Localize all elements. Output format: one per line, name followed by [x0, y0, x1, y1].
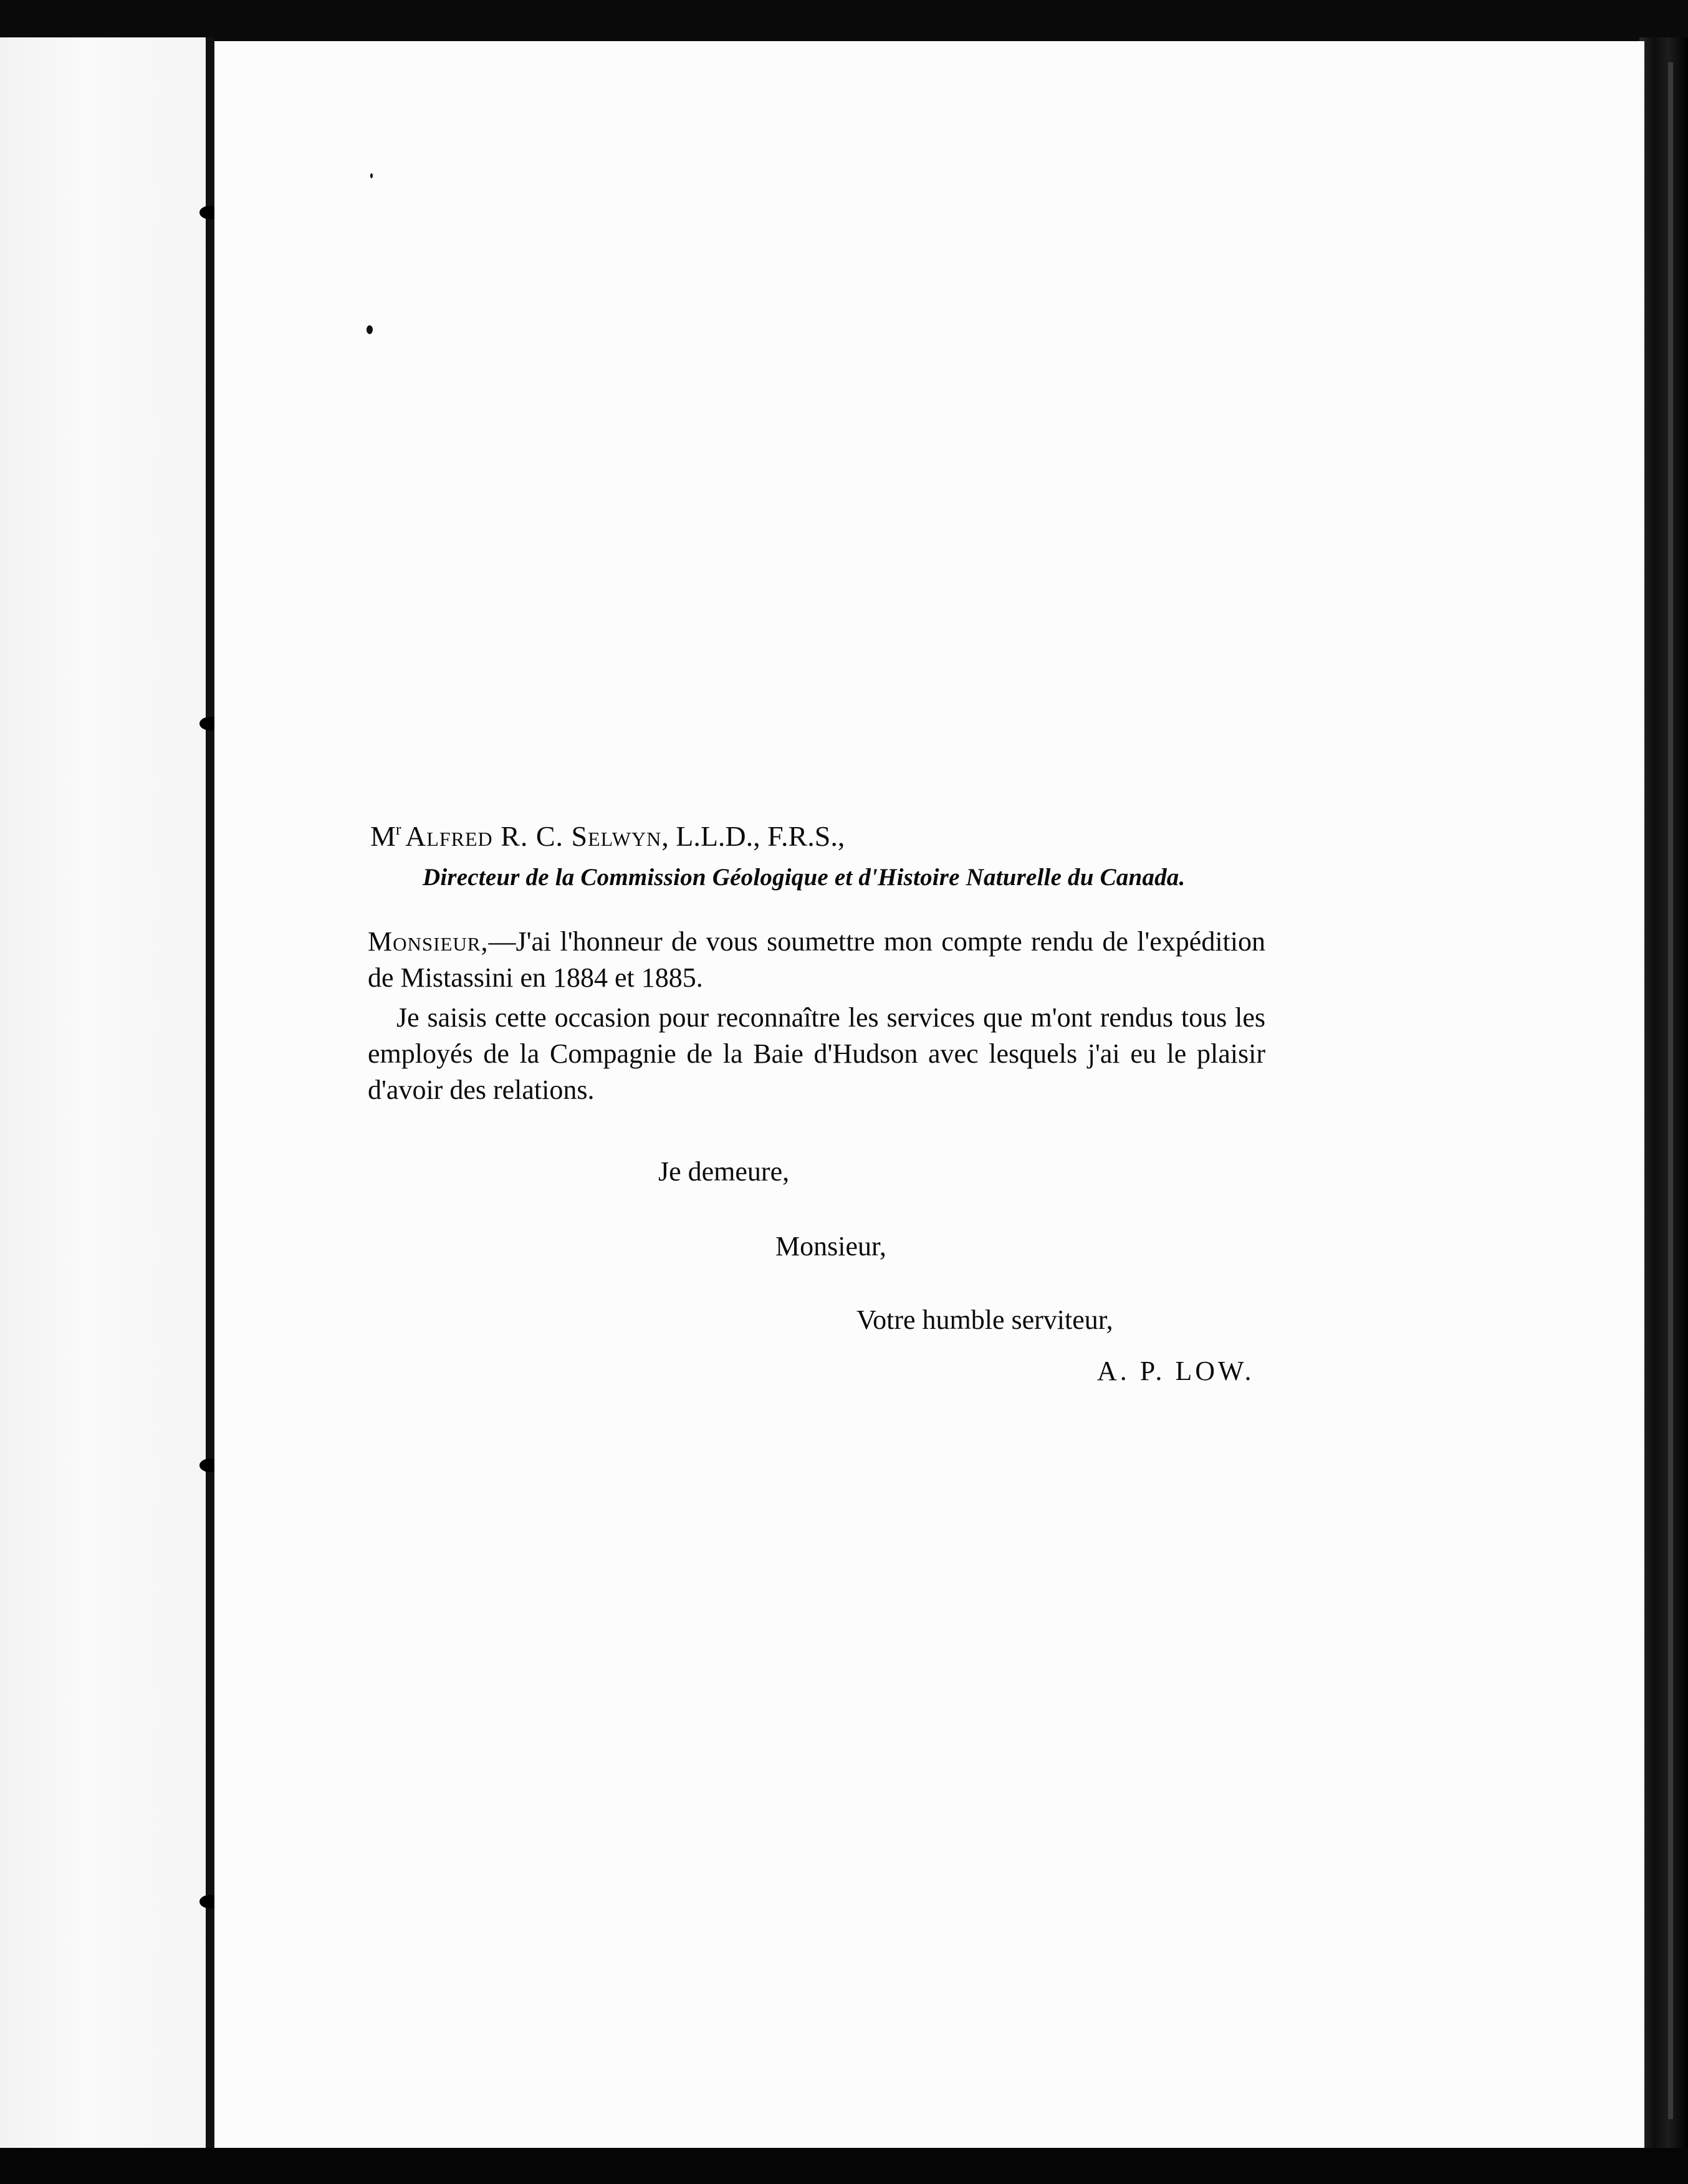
- closing-line-2: Monsieur,: [775, 1231, 886, 1262]
- addressee-prefix: $M^r$: [370, 820, 406, 852]
- signature: A. P. LOW.: [1097, 1356, 1255, 1386]
- book-gutter: [206, 37, 214, 2184]
- addressee-title: Directeur de la Commission Géologique et d'Histoire Naturelle du Canada.: [423, 864, 1186, 891]
- paragraph-2: [368, 1000, 1265, 1108]
- paragraph-1: [368, 924, 1265, 996]
- book-right-edge: [1639, 37, 1688, 2184]
- letter-page: [214, 41, 1644, 2148]
- scan-speck: [367, 325, 373, 334]
- addressee-credentials: , L.L.D., F.R.S.,: [661, 820, 845, 852]
- scan-bottom-border: [0, 2148, 1688, 2184]
- paragraph-2-text: Je saisis cette occasion pour reconnaître les services que m'ont rendus tous les employés de la Compagnie de la Baie d'Hudson avec lesquels j'ai eu le plaisir d'avoir des relations.: [368, 1002, 1265, 1105]
- scan-speck: [370, 173, 373, 178]
- salutation: Monsieur,: [368, 926, 489, 957]
- paragraph-1-text: —J'ai l'honneur de vous soumettre mon compte rendu de l'expédition de Mistassini en 1884 et 1885.: [368, 926, 1265, 993]
- closing-line-3: Votre humble serviteur,: [856, 1305, 1113, 1335]
- addressee-name: Alfred R. C. Selwyn: [405, 820, 662, 852]
- facing-blank-page: [0, 37, 209, 2184]
- scan-top-border: [0, 0, 1688, 45]
- closing-line-1: Je demeure,: [658, 1156, 790, 1187]
- page-edge-line: [1668, 62, 1673, 2119]
- addressee: [370, 821, 845, 851]
